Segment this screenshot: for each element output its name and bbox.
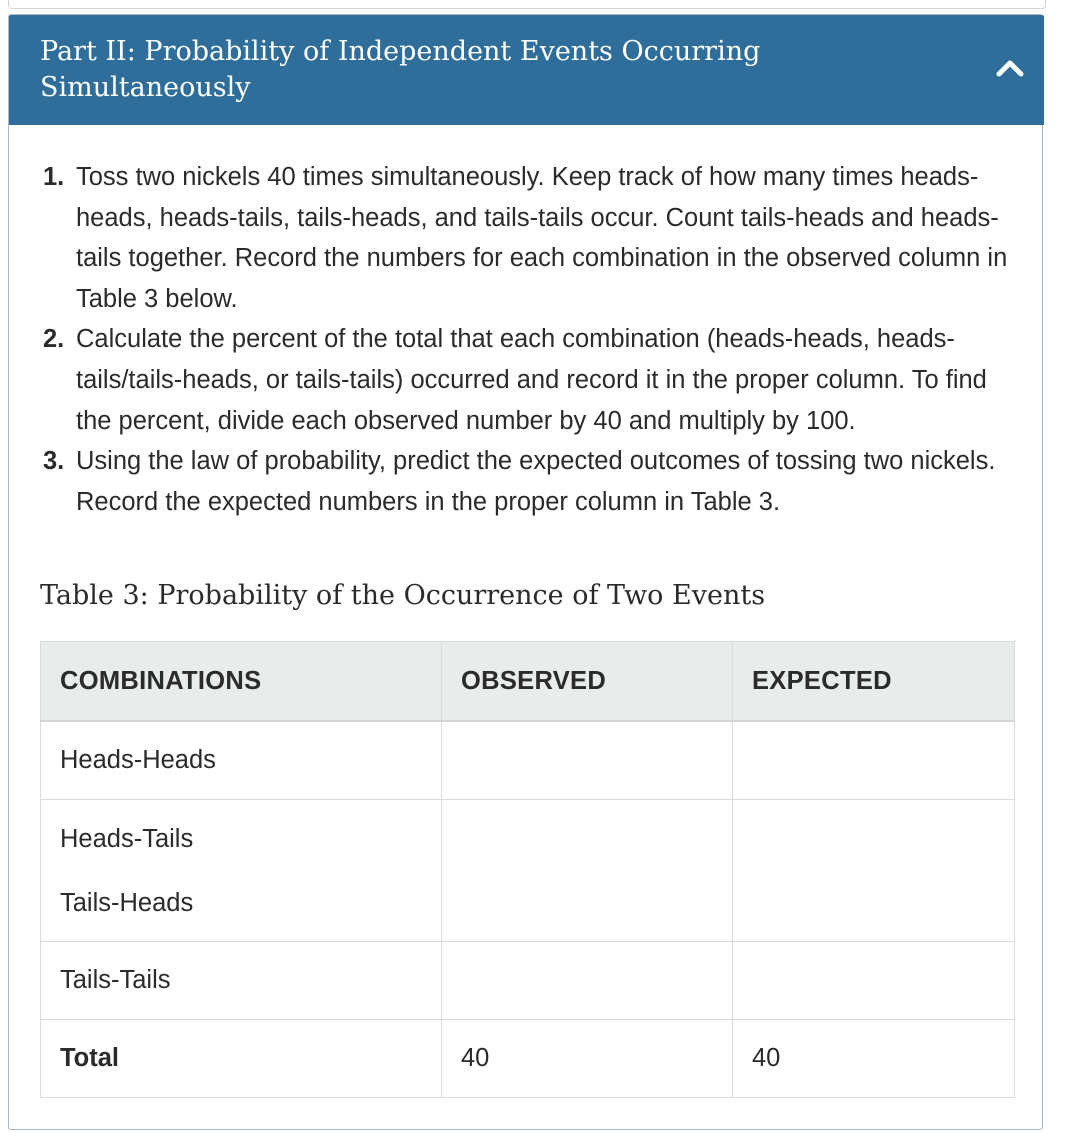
- instruction-step: [40, 157, 1010, 319]
- expected-cell: [733, 800, 1015, 942]
- combination-line: Heads-Tails: [60, 824, 194, 853]
- panel-header[interactable]: [9, 15, 1044, 125]
- observed-cell: [442, 721, 733, 800]
- observed-cell: [442, 800, 733, 942]
- step-number: 3.: [43, 447, 65, 476]
- step-text: Toss two nickels 40 times simultaneously. Keep track of how many times heads-heads, heads-tails, tails-heads, and tails-tails occur. Count tails-heads and heads-tails together. Record the numbers for each combination in the observed column in Table 3 below.: [76, 163, 1008, 313]
- probability-table: [40, 641, 1015, 1098]
- table-caption: Table 3: Probability of the Occurrence of Two Events: [40, 580, 766, 611]
- instruction-step: [40, 319, 1010, 441]
- table-row: [41, 942, 1015, 1020]
- table-row: [41, 721, 1015, 800]
- chevron-up-icon[interactable]: [994, 55, 1026, 81]
- total-observed: 40: [442, 1020, 733, 1098]
- step-text: Using the law of probability, predict the expected outcomes of tossing two nickels. Record the expected numbers in the proper column in Table 3.: [76, 447, 996, 516]
- step-number: 1.: [43, 163, 65, 191]
- column-header-observed: OBSERVED: [442, 642, 733, 722]
- combination-cell: Tails-Tails: [41, 942, 442, 1020]
- table-total-row: [41, 1020, 1015, 1098]
- combination-line: Tails-Heads: [60, 888, 194, 917]
- total-expected: 40: [733, 1020, 1015, 1098]
- previous-panel-edge: [8, 0, 1046, 9]
- expected-cell: [733, 721, 1015, 800]
- instruction-step: [40, 441, 1010, 522]
- instruction-list: [40, 157, 1010, 522]
- step-number: 2.: [43, 325, 65, 354]
- column-header-combinations: COMBINATIONS: [41, 642, 442, 722]
- observed-cell: [442, 942, 733, 1020]
- part-two-panel: [8, 14, 1043, 1130]
- combination-cell: Heads-Heads: [41, 721, 442, 800]
- total-label: Total: [41, 1020, 442, 1098]
- table-row: [41, 800, 1015, 942]
- column-header-expected: EXPECTED: [733, 642, 1015, 722]
- panel-title: Part II: Probability of Independent Events Occurring Simultaneously: [40, 36, 761, 103]
- expected-cell: [733, 942, 1015, 1020]
- step-text: Calculate the percent of the total that each combination (heads-heads, heads-tails/tails-heads, or tails-tails) occurred and record it in the proper column. To find the percent, divide each observed number by 40 and multiply by 100.: [76, 325, 987, 435]
- combination-cell: [41, 800, 442, 942]
- table-header-row: [41, 642, 1015, 722]
